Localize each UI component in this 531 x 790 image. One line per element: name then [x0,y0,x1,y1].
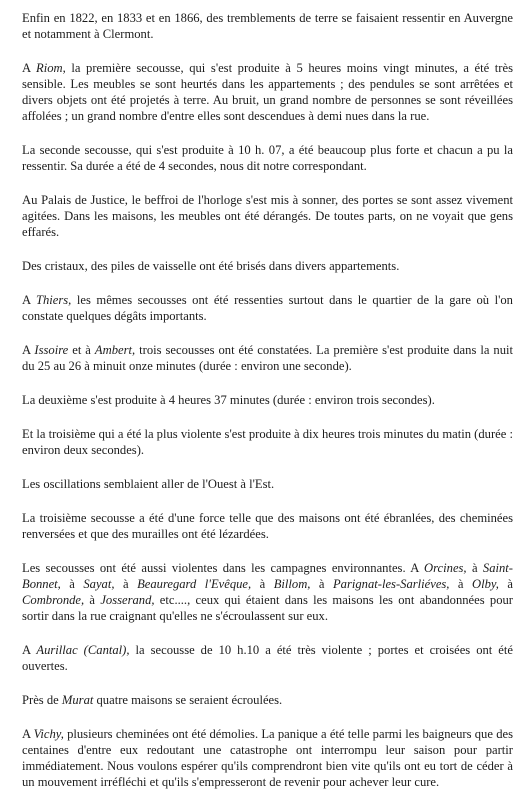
paragraph [22,258,513,274]
place-name: Thiers, [35,293,72,307]
text-run: à [251,577,274,591]
place-name: Ambert, [94,343,136,357]
text-run: A [22,727,34,741]
place-name: Josserand, [100,593,155,607]
place-name: Parignat-les-Sarliéves, [332,577,450,591]
text-run: trois secousses ont été constatées. La première s'est produite dans la nuit du 25 au 26 à minuit onze minutes (durée : environ une seconde). [22,343,514,373]
paragraph [22,342,513,374]
paragraph [22,142,513,174]
place-name: Billom, [273,577,311,591]
text-run: Près de [22,693,62,707]
place-name: Aurillac (Cantal), [36,643,130,657]
text-run: La deuxième s'est produite à 4 heures 37 minutes (durée : environ trois secondes). [22,393,435,407]
paragraph [22,60,513,124]
paragraph [22,192,513,240]
place-name: Orcines, [424,561,467,575]
text-run: Et la troisième qui a été la plus violente s'est produite à dix heures trois minutes du matin (durée : environ deux secondes). [22,427,513,457]
paragraph [22,726,513,790]
text-run: Les oscillations semblaient aller de l'Ouest à l'Est. [22,477,275,491]
text-run: La troisième secousse a été d'une force telle que des maisons ont été ébranlées, des cheminées renversées et que des murailles ont été lézardées. [22,511,513,541]
place-name: Saint-Bonnet, [22,561,513,591]
text-run: Les secousses ont été aussi violentes dans les campagnes environnantes. A [22,561,425,575]
paragraph [22,510,513,542]
text-run: Au Palais de Justice, le beffroi de l'horloge s'est mis à sonner, des portes se sont assez vivement agitées. Dans les maisons, les meubles ont été dérangés. De toutes parts, on ne voyait que gens effarés. [22,193,513,239]
text-run: Des cristaux, des piles de vaisselle ont été brisés dans divers appartements. [22,259,400,273]
text-run: les mêmes secousses ont été ressenties surtout dans le quartier de la gare où l'on constate quelques dégâts importants. [22,293,513,323]
text-run: à [60,577,84,591]
text-run: plusieurs cheminées ont été démolies. La panique a été telle parmi les baigneurs que des centaines d'entre eux redoutant une catastrophe ont interrompu leur saison pour partir immédiatement. Nous voulons espérer qu'ils comprendront bien vite qu'ils ont eu tort de céder à un mouvement irréfléchi et qu'ils s'empresseront de revenir pour achever leur cure. [22,727,513,789]
text-run: A [22,293,36,307]
place-name: Vichy, [33,727,64,741]
paragraph [22,692,513,708]
paragraph [22,642,513,674]
text-run: A [22,343,35,357]
paragraph [22,426,513,458]
place-name: Murat [61,693,94,707]
text-run: quatre maisons se seraient écroulées. [93,693,283,707]
place-name: Sayat, [83,577,115,591]
paragraph [22,10,513,42]
place-name: Beauregard l'Evêque, [137,577,252,591]
text-run: à [466,561,483,575]
place-name: Issoire [34,343,69,357]
text-run: à [114,577,138,591]
place-name: Combronde, [22,593,85,607]
place-name: Riom, [36,61,66,75]
text-run: la première secousse, qui s'est produite à 5 heures moins vingt minutes, a été très sensible. Les meubles se sont heurtés dans les appartements ; des pendules se sont arrêtées et divers objets ont été projetés à terre. Au bruit, un grand nombre de personnes se sont réveillées affolées ; un grand nombre d'entre elles sont descendues à demi nues dans la rue. [22,61,513,123]
text-run: La seconde secousse, qui s'est produite à 10 h. 07, a été beaucoup plus forte et chacun a pu la ressentir. Sa durée a été de 4 secondes, nous dit notre correspondant. [22,143,513,173]
text-run: à [84,593,101,607]
paragraph [22,292,513,324]
paragraph [22,476,513,492]
text-run: à [310,577,333,591]
place-name: Olby, [472,577,499,591]
paragraph [22,560,513,624]
paragraph [22,392,513,408]
text-run: à [449,577,472,591]
text-run: et à [68,343,95,357]
text-run: Enfin en 1822, en 1833 et en 1866, des tremblements de terre se faisaient ressentir en Auvergne et notamment à Clermont. [22,11,513,41]
text-run: A [22,643,37,657]
text-run: à [498,577,514,591]
text-run: etc...., ceux qui étaient dans les maisons les ont abandonnées pour sortir dans la rue craignant qu'elles ne s'écroulassent sur eux. [22,593,514,623]
text-run: A [22,61,37,75]
text-run: la secousse de 10 h.10 a été très violente ; portes et croisées ont été ouvertes. [22,643,513,673]
